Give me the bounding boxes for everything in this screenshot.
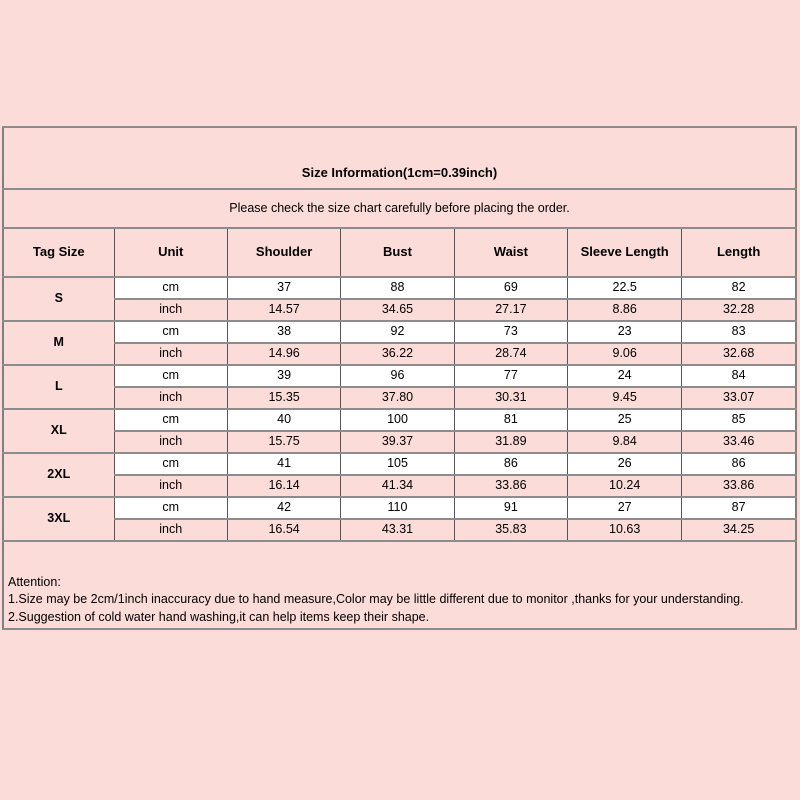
value-cell: 86 xyxy=(454,453,567,475)
tag-size-cell: 3XL xyxy=(3,497,114,541)
value-cell: 69 xyxy=(454,277,567,299)
size-row-l-inch xyxy=(3,387,796,409)
value-cell: 96 xyxy=(341,365,454,387)
value-cell: 16.54 xyxy=(227,519,340,541)
value-cell: 9.84 xyxy=(568,431,682,453)
value-cell: 81 xyxy=(454,409,567,431)
value-cell: 28.74 xyxy=(454,343,567,365)
unit-cell: inch xyxy=(114,299,227,321)
value-cell: 35.83 xyxy=(454,519,567,541)
unit-cell: inch xyxy=(114,387,227,409)
size-row-3xl-cm xyxy=(3,497,796,519)
value-cell: 82 xyxy=(682,277,796,299)
size-chart-table xyxy=(2,126,797,630)
value-cell: 8.86 xyxy=(568,299,682,321)
column-header-tag-size: Tag Size xyxy=(3,228,114,277)
subtitle-row xyxy=(3,189,796,228)
attention-note xyxy=(3,541,796,629)
unit-cell: inch xyxy=(114,475,227,497)
value-cell: 100 xyxy=(341,409,454,431)
value-cell: 37 xyxy=(227,277,340,299)
value-cell: 24 xyxy=(568,365,682,387)
size-row-m-inch xyxy=(3,343,796,365)
value-cell: 85 xyxy=(682,409,796,431)
value-cell: 39.37 xyxy=(341,431,454,453)
value-cell: 14.96 xyxy=(227,343,340,365)
value-cell: 86 xyxy=(682,453,796,475)
value-cell: 10.24 xyxy=(568,475,682,497)
value-cell: 33.07 xyxy=(682,387,796,409)
unit-cell: cm xyxy=(114,321,227,343)
tag-size-cell: 2XL xyxy=(3,453,114,497)
unit-cell: inch xyxy=(114,343,227,365)
attention-row xyxy=(3,541,796,629)
value-cell: 15.35 xyxy=(227,387,340,409)
value-cell: 33.46 xyxy=(682,431,796,453)
value-cell: 83 xyxy=(682,321,796,343)
size-row-xl-inch xyxy=(3,431,796,453)
size-row-l-cm xyxy=(3,365,796,387)
value-cell: 34.65 xyxy=(341,299,454,321)
tag-size-cell: L xyxy=(3,365,114,409)
header-row xyxy=(3,228,796,277)
value-cell: 39 xyxy=(227,365,340,387)
value-cell: 9.45 xyxy=(568,387,682,409)
chart-title: Size Information(1cm=0.39inch) xyxy=(3,127,796,189)
column-header-waist: Waist xyxy=(454,228,567,277)
value-cell: 73 xyxy=(454,321,567,343)
value-cell: 37.80 xyxy=(341,387,454,409)
value-cell: 9.06 xyxy=(568,343,682,365)
value-cell: 41.34 xyxy=(341,475,454,497)
value-cell: 77 xyxy=(454,365,567,387)
value-cell: 27.17 xyxy=(454,299,567,321)
value-cell: 26 xyxy=(568,453,682,475)
title-row xyxy=(3,127,796,189)
value-cell: 88 xyxy=(341,277,454,299)
value-cell: 25 xyxy=(568,409,682,431)
value-cell: 16.14 xyxy=(227,475,340,497)
value-cell: 41 xyxy=(227,453,340,475)
value-cell: 87 xyxy=(682,497,796,519)
value-cell: 15.75 xyxy=(227,431,340,453)
value-cell: 84 xyxy=(682,365,796,387)
value-cell: 36.22 xyxy=(341,343,454,365)
attention-line-1: 1.Size may be 2cm/1inch inaccuracy due to hand measure,Color may be little different due to monitor ,thanks for your understanding. xyxy=(8,592,744,606)
size-row-s-inch xyxy=(3,299,796,321)
column-header-sleeve-length: Sleeve Length xyxy=(568,228,682,277)
value-cell: 110 xyxy=(341,497,454,519)
value-cell: 43.31 xyxy=(341,519,454,541)
value-cell: 32.68 xyxy=(682,343,796,365)
value-cell: 22.5 xyxy=(568,277,682,299)
value-cell: 40 xyxy=(227,409,340,431)
size-row-2xl-cm xyxy=(3,453,796,475)
value-cell: 10.63 xyxy=(568,519,682,541)
column-header-shoulder: Shoulder xyxy=(227,228,340,277)
column-header-length: Length xyxy=(682,228,796,277)
tag-size-cell: M xyxy=(3,321,114,365)
column-header-bust: Bust xyxy=(341,228,454,277)
value-cell: 23 xyxy=(568,321,682,343)
size-row-2xl-inch xyxy=(3,475,796,497)
unit-cell: inch xyxy=(114,519,227,541)
value-cell: 42 xyxy=(227,497,340,519)
unit-cell: cm xyxy=(114,409,227,431)
size-row-m-cm xyxy=(3,321,796,343)
unit-cell: cm xyxy=(114,453,227,475)
value-cell: 38 xyxy=(227,321,340,343)
tag-size-cell: S xyxy=(3,277,114,321)
value-cell: 105 xyxy=(341,453,454,475)
unit-cell: cm xyxy=(114,277,227,299)
attention-heading: Attention: xyxy=(8,574,61,589)
size-row-3xl-inch xyxy=(3,519,796,541)
value-cell: 91 xyxy=(454,497,567,519)
value-cell: 31.89 xyxy=(454,431,567,453)
value-cell: 34.25 xyxy=(682,519,796,541)
value-cell: 92 xyxy=(341,321,454,343)
size-row-s-cm xyxy=(3,277,796,299)
unit-cell: inch xyxy=(114,431,227,453)
attention-line-2: 2.Suggestion of cold water hand washing,it can help items keep their shape. xyxy=(8,609,430,624)
value-cell: 14.57 xyxy=(227,299,340,321)
tag-size-cell: XL xyxy=(3,409,114,453)
size-row-xl-cm xyxy=(3,409,796,431)
value-cell: 33.86 xyxy=(682,475,796,497)
value-cell: 32.28 xyxy=(682,299,796,321)
unit-cell: cm xyxy=(114,365,227,387)
value-cell: 27 xyxy=(568,497,682,519)
unit-cell: cm xyxy=(114,497,227,519)
value-cell: 30.31 xyxy=(454,387,567,409)
value-cell: 33.86 xyxy=(454,475,567,497)
column-header-unit: Unit xyxy=(114,228,227,277)
chart-subtitle: Please check the size chart carefully before placing the order. xyxy=(3,189,796,228)
